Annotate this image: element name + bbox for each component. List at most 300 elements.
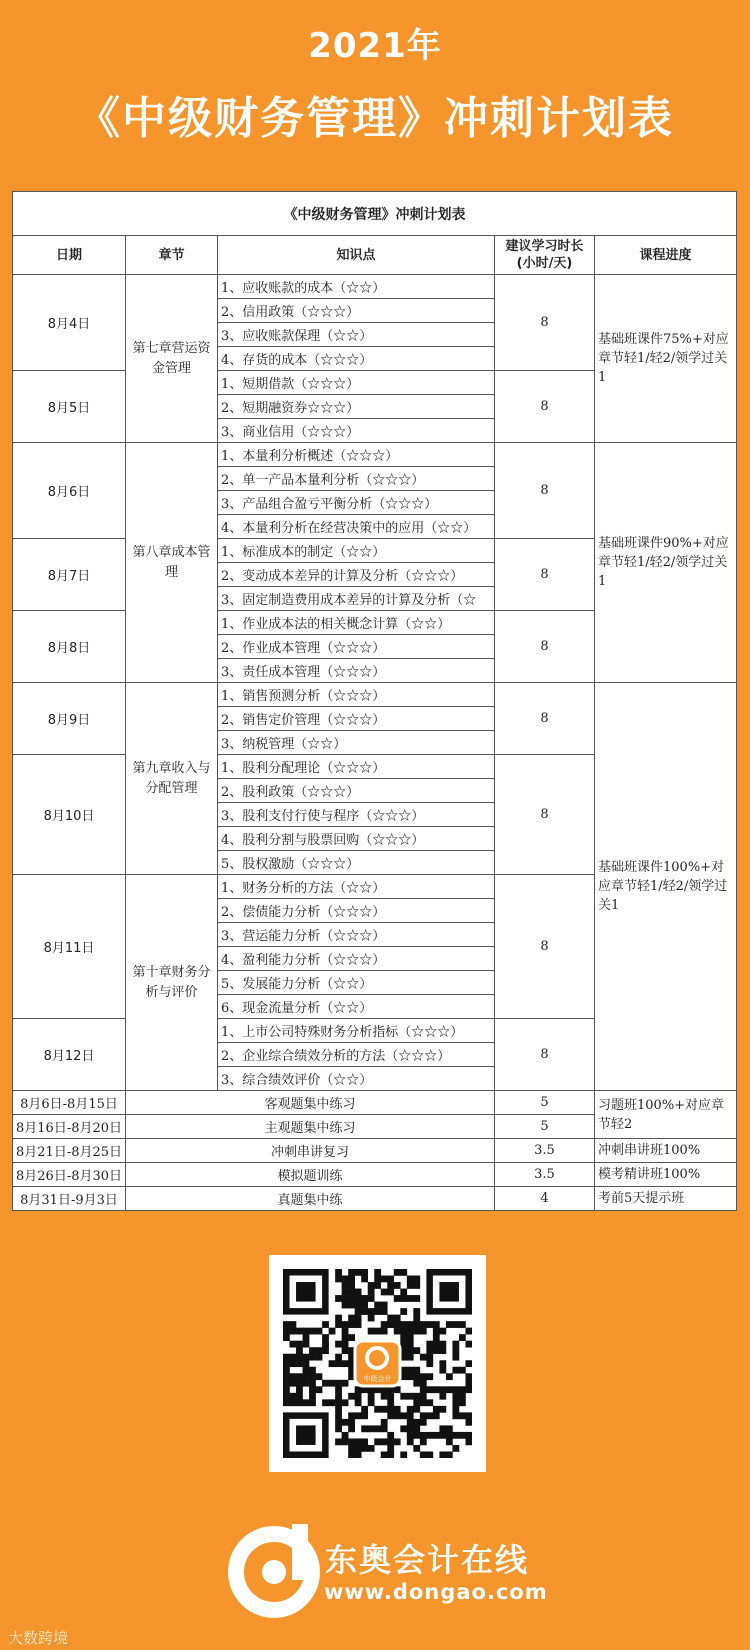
qr-module <box>446 1373 453 1380</box>
qr-module <box>348 1321 355 1328</box>
qr-module <box>361 1295 368 1302</box>
hours-cell: 8 <box>495 611 595 683</box>
qr-module <box>361 1308 368 1315</box>
qr-module <box>355 1393 362 1400</box>
qr-module <box>387 1451 394 1458</box>
qr-module <box>355 1302 362 1309</box>
dongao-logo-icon <box>226 1520 326 1620</box>
qr-module <box>413 1295 420 1302</box>
hours-cell: 8 <box>495 1019 595 1091</box>
qr-module <box>381 1276 388 1283</box>
qr-module <box>426 1354 433 1361</box>
qr-module <box>355 1315 362 1322</box>
hours-cell: 8 <box>495 443 595 539</box>
qr-module <box>413 1380 420 1387</box>
qr-module <box>283 1367 290 1374</box>
qr-module <box>348 1276 355 1283</box>
qr-module <box>309 1386 316 1393</box>
qr-module <box>426 1341 433 1348</box>
qr-module <box>309 1393 316 1400</box>
qr-module <box>433 1386 440 1393</box>
qr-module <box>374 1282 381 1289</box>
date-cell: 8月11日 <box>13 875 126 1019</box>
qr-module <box>433 1432 440 1439</box>
qr-module <box>433 1412 440 1419</box>
qr-module <box>426 1386 433 1393</box>
qr-module <box>348 1295 355 1302</box>
qr-module <box>452 1354 459 1361</box>
qr-module <box>452 1445 459 1452</box>
knowledge-point: 1、销售预测分析（☆☆☆） <box>218 683 495 707</box>
qr-module <box>335 1399 342 1406</box>
qr-module <box>433 1347 440 1354</box>
qr-module <box>387 1438 394 1445</box>
qr-module <box>420 1399 427 1406</box>
qr-module <box>342 1399 349 1406</box>
qr-module <box>335 1438 342 1445</box>
qr-module <box>407 1438 414 1445</box>
qr-module <box>303 1373 310 1380</box>
summary-row <box>13 1163 737 1187</box>
qr-module <box>303 1367 310 1374</box>
qr-module <box>374 1269 381 1276</box>
qr-module <box>407 1419 414 1426</box>
qr-module <box>335 1419 342 1426</box>
qr-module <box>290 1380 297 1387</box>
qr-module <box>446 1386 453 1393</box>
qr-module <box>459 1412 466 1419</box>
qr-module <box>400 1321 407 1328</box>
qr-module <box>355 1386 362 1393</box>
knowledge-point: 4、盈利能力分析（☆☆☆） <box>218 947 495 971</box>
table-caption: 《中级财务管理》冲刺计划表 <box>13 192 737 236</box>
qr-module <box>374 1406 381 1413</box>
qr-module <box>465 1432 472 1439</box>
qr-module <box>355 1289 362 1296</box>
knowledge-point: 3、营运能力分析（☆☆☆） <box>218 923 495 947</box>
summary-hours: 3.5 <box>495 1139 595 1163</box>
qr-module <box>394 1269 401 1276</box>
qr-module <box>413 1315 420 1322</box>
qr-module <box>309 1328 316 1335</box>
qr-module <box>296 1354 303 1361</box>
qr-module <box>303 1399 310 1406</box>
qr-module <box>452 1367 459 1374</box>
qr-module <box>296 1360 303 1367</box>
summary-progress: 考前5天提示班 <box>595 1187 737 1211</box>
qr-module <box>342 1289 349 1296</box>
qr-module <box>465 1438 472 1445</box>
qr-module <box>361 1438 368 1445</box>
qr-module <box>290 1373 297 1380</box>
hours-cell: 8 <box>495 755 595 875</box>
qr-module <box>387 1445 394 1452</box>
qr-module <box>335 1406 342 1413</box>
qr-module <box>335 1321 342 1328</box>
qr-module <box>439 1425 446 1432</box>
qr-module <box>381 1308 388 1315</box>
qr-module <box>355 1445 362 1452</box>
header-year: 2021年 <box>308 26 442 66</box>
qr-module <box>407 1328 414 1335</box>
qr-module <box>433 1334 440 1341</box>
qr-module <box>452 1347 459 1354</box>
qr-module <box>342 1360 349 1367</box>
knowledge-point: 2、股利政策（☆☆☆） <box>218 779 495 803</box>
qr-module <box>283 1393 290 1400</box>
qr-module <box>296 1380 303 1387</box>
summary-progress: 冲刺串讲班100% <box>595 1139 737 1163</box>
qr-module <box>322 1334 329 1341</box>
watermark: 大数跨境 <box>8 1629 69 1647</box>
qr-module <box>394 1412 401 1419</box>
summary-task: 真题集中练 <box>126 1187 495 1211</box>
qr-code[interactable] <box>269 1255 486 1472</box>
qr-module <box>459 1432 466 1439</box>
qr-module <box>335 1354 342 1361</box>
qr-module <box>316 1373 323 1380</box>
knowledge-point: 4、本量利分析在经营决策中的应用（☆☆） <box>218 515 495 539</box>
qr-module <box>420 1412 427 1419</box>
qr-module <box>452 1341 459 1348</box>
knowledge-point: 2、短期融资券☆☆☆） <box>218 395 495 419</box>
qr-module <box>368 1282 375 1289</box>
qr-finder-pattern <box>296 1282 316 1302</box>
knowledge-point: 2、偿债能力分析（☆☆☆） <box>218 899 495 923</box>
qr-module <box>348 1438 355 1445</box>
qr-module <box>368 1289 375 1296</box>
qr-module <box>381 1289 388 1296</box>
qr-module <box>394 1386 401 1393</box>
qr-module <box>329 1380 336 1387</box>
qr-module <box>465 1328 472 1335</box>
knowledge-point: 1、短期借款（☆☆☆） <box>218 371 495 395</box>
qr-module <box>309 1373 316 1380</box>
qr-module <box>400 1308 407 1315</box>
qr-module <box>335 1412 342 1419</box>
qr-module <box>413 1393 420 1400</box>
knowledge-point: 1、本量利分析概述（☆☆☆） <box>218 443 495 467</box>
qr-module <box>361 1445 368 1452</box>
qr-module <box>413 1373 420 1380</box>
qr-module <box>381 1406 388 1413</box>
qr-module <box>459 1399 466 1406</box>
qr-module <box>355 1295 362 1302</box>
qr-module <box>459 1386 466 1393</box>
qr-module <box>361 1406 368 1413</box>
knowledge-point: 3、应收账款保理（☆☆） <box>218 323 495 347</box>
qr-module <box>296 1386 303 1393</box>
qr-module <box>394 1438 401 1445</box>
qr-module <box>400 1269 407 1276</box>
hours-cell: 8 <box>495 875 595 1019</box>
qr-module <box>361 1302 368 1309</box>
qr-module <box>413 1399 420 1406</box>
qr-module <box>361 1276 368 1283</box>
knowledge-point: 2、企业综合绩效分析的方法（☆☆☆） <box>218 1043 495 1067</box>
qr-module <box>335 1315 342 1322</box>
qr-module <box>355 1269 362 1276</box>
summary-date: 8月21日-8月25日 <box>13 1139 126 1163</box>
qr-module <box>400 1425 407 1432</box>
hours-cell: 8 <box>495 275 595 371</box>
qr-module <box>465 1386 472 1393</box>
qr-module <box>407 1393 414 1400</box>
knowledge-point: 2、作业成本管理（☆☆☆） <box>218 635 495 659</box>
qr-module <box>342 1432 349 1439</box>
qr-module <box>368 1425 375 1432</box>
knowledge-point: 4、存货的成本（☆☆☆） <box>218 347 495 371</box>
qr-module <box>426 1321 433 1328</box>
qr-module <box>342 1380 349 1387</box>
qr-module <box>296 1341 303 1348</box>
qr-module <box>283 1386 290 1393</box>
qr-module <box>439 1341 446 1348</box>
qr-module <box>303 1334 310 1341</box>
qr-module <box>374 1302 381 1309</box>
qr-module <box>446 1321 453 1328</box>
qr-module <box>368 1399 375 1406</box>
qr-module <box>283 1399 290 1406</box>
qr-module <box>361 1269 368 1276</box>
qr-module <box>303 1360 310 1367</box>
qr-module <box>413 1328 420 1335</box>
qr-module <box>329 1360 336 1367</box>
qr-module <box>342 1347 349 1354</box>
summary-hours: 5 <box>495 1115 595 1139</box>
summary-progress: 模考精讲班100% <box>595 1163 737 1187</box>
chapter-cell: 第九章收入与分配管理 <box>126 683 218 875</box>
qr-module <box>374 1438 381 1445</box>
knowledge-point: 1、股利分配理论（☆☆☆） <box>218 755 495 779</box>
qr-module <box>426 1432 433 1439</box>
qr-module <box>439 1360 446 1367</box>
column-header-chapter: 章节 <box>126 236 218 275</box>
qr-module <box>413 1425 420 1432</box>
qr-module <box>368 1328 375 1335</box>
qr-module <box>303 1354 310 1361</box>
chapter-cell: 第八章成本管理 <box>126 443 218 683</box>
qr-module <box>303 1328 310 1335</box>
hours-cell: 8 <box>495 539 595 611</box>
summary-hours: 3.5 <box>495 1163 595 1187</box>
table-row <box>13 275 737 299</box>
qr-module <box>322 1380 329 1387</box>
qr-module <box>413 1367 420 1374</box>
qr-module <box>368 1445 375 1452</box>
knowledge-point: 3、责任成本管理（☆☆☆） <box>218 659 495 683</box>
knowledge-point: 2、销售定价管理（☆☆☆） <box>218 707 495 731</box>
date-cell: 8月6日 <box>13 443 126 539</box>
date-cell: 8月5日 <box>13 371 126 443</box>
knowledge-point: 3、股利支付行使与程序（☆☆☆） <box>218 803 495 827</box>
qr-module <box>348 1302 355 1309</box>
qr-module <box>342 1282 349 1289</box>
qr-module <box>322 1341 329 1348</box>
qr-module <box>439 1367 446 1374</box>
qr-module <box>446 1451 453 1458</box>
date-cell: 8月10日 <box>13 755 126 875</box>
qr-module <box>394 1315 401 1322</box>
brand-url[interactable]: www.dongao.com <box>324 1580 548 1604</box>
qr-finder-pattern <box>296 1425 316 1445</box>
qr-module <box>309 1367 316 1374</box>
qr-module <box>400 1451 407 1458</box>
qr-module <box>420 1380 427 1387</box>
qr-module <box>303 1380 310 1387</box>
qr-module <box>290 1328 297 1335</box>
qr-module <box>355 1438 362 1445</box>
qr-module <box>381 1393 388 1400</box>
qr-module <box>452 1321 459 1328</box>
qr-module <box>459 1321 466 1328</box>
knowledge-point: 3、纳税管理（☆☆） <box>218 731 495 755</box>
qr-module <box>387 1289 394 1296</box>
qr-module <box>420 1373 427 1380</box>
qr-module <box>465 1419 472 1426</box>
qr-module <box>335 1386 342 1393</box>
qr-module <box>394 1321 401 1328</box>
summary-date: 8月31日-9月3日 <box>13 1187 126 1211</box>
column-header-progress: 课程进度 <box>595 236 737 275</box>
qr-center-label: 中级会计 <box>363 1375 392 1383</box>
summary-row <box>13 1139 737 1163</box>
qr-module <box>452 1412 459 1419</box>
chapter-cell: 第七章营运资金管理 <box>126 275 218 443</box>
qr-module <box>283 1334 290 1341</box>
qr-module <box>420 1328 427 1335</box>
hours-cell: 8 <box>495 371 595 443</box>
knowledge-point: 5、发展能力分析（☆☆） <box>218 971 495 995</box>
qr-module <box>439 1328 446 1335</box>
qr-module <box>348 1334 355 1341</box>
qr-module <box>381 1438 388 1445</box>
qr-module <box>387 1321 394 1328</box>
brand-name: 东奥会计在线 <box>325 1541 530 1579</box>
qr-module <box>439 1386 446 1393</box>
qr-module <box>407 1354 414 1361</box>
summary-date: 8月26日-8月30日 <box>13 1163 126 1187</box>
qr-module <box>426 1399 433 1406</box>
qr-module <box>381 1451 388 1458</box>
qr-module <box>400 1328 407 1335</box>
qr-module <box>368 1393 375 1400</box>
qr-module <box>413 1445 420 1452</box>
qr-module <box>452 1393 459 1400</box>
knowledge-point: 4、股利分割与股票回购（☆☆☆） <box>218 827 495 851</box>
qr-module <box>374 1308 381 1315</box>
qr-module <box>426 1347 433 1354</box>
knowledge-point: 5、股权激励（☆☆☆） <box>218 851 495 875</box>
qr-module <box>439 1451 446 1458</box>
qr-module <box>387 1276 394 1283</box>
qr-module <box>296 1393 303 1400</box>
qr-module <box>290 1321 297 1328</box>
qr-module <box>452 1406 459 1413</box>
date-cell: 8月8日 <box>13 611 126 683</box>
qr-module <box>329 1399 336 1406</box>
qr-module <box>303 1341 310 1348</box>
page-title: 《中级财务管理》冲刺计划表 <box>76 93 674 144</box>
qr-module <box>446 1438 453 1445</box>
qr-module <box>342 1419 349 1426</box>
qr-module <box>342 1334 349 1341</box>
qr-module <box>283 1360 290 1367</box>
progress-cell: 基础班课件75%+对应章节轻1/轻2/领学过关1 <box>595 275 737 443</box>
knowledge-point: 3、产品组合盈亏平衡分析（☆☆☆） <box>218 491 495 515</box>
qr-module <box>309 1380 316 1387</box>
qr-module <box>348 1451 355 1458</box>
qr-module <box>283 1321 290 1328</box>
knowledge-point: 1、作业成本法的相关概念计算（☆☆） <box>218 611 495 635</box>
qr-module <box>465 1380 472 1387</box>
qr-module <box>290 1399 297 1406</box>
qr-module <box>348 1419 355 1426</box>
qr-module <box>348 1412 355 1419</box>
qr-module <box>309 1399 316 1406</box>
qr-module <box>283 1354 290 1361</box>
qr-module <box>413 1282 420 1289</box>
qr-module <box>342 1438 349 1445</box>
summary-task: 客观题集中练习 <box>126 1091 495 1115</box>
qr-module <box>426 1451 433 1458</box>
summary-task: 冲刺串讲复习 <box>126 1139 495 1163</box>
qr-module <box>426 1412 433 1419</box>
summary-date: 8月16日-8月20日 <box>13 1115 126 1139</box>
qr-module <box>413 1347 420 1354</box>
qr-module <box>348 1289 355 1296</box>
qr-module <box>348 1393 355 1400</box>
qr-module <box>368 1308 375 1315</box>
qr-module <box>342 1302 349 1309</box>
qr-module <box>400 1393 407 1400</box>
summary-row <box>13 1187 737 1211</box>
qr-module <box>407 1347 414 1354</box>
qr-module <box>439 1347 446 1354</box>
qr-module <box>335 1393 342 1400</box>
qr-module <box>433 1341 440 1348</box>
qr-module <box>420 1354 427 1361</box>
qr-module <box>342 1341 349 1348</box>
qr-module <box>296 1373 303 1380</box>
qr-module <box>420 1321 427 1328</box>
summary-date: 8月6日-8月15日 <box>13 1091 126 1115</box>
qr-module <box>387 1315 394 1322</box>
qr-module <box>420 1451 427 1458</box>
qr-module <box>335 1341 342 1348</box>
summary-task: 主观题集中练习 <box>126 1115 495 1139</box>
qr-module <box>400 1295 407 1302</box>
qr-module <box>446 1432 453 1439</box>
qr-module <box>426 1373 433 1380</box>
qr-module <box>459 1334 466 1341</box>
qr-module <box>413 1321 420 1328</box>
qr-module <box>413 1308 420 1315</box>
qr-module <box>283 1373 290 1380</box>
date-cell: 8月7日 <box>13 539 126 611</box>
summary-row <box>13 1091 737 1115</box>
qr-module <box>394 1328 401 1335</box>
qr-module <box>407 1373 414 1380</box>
qr-module <box>348 1269 355 1276</box>
knowledge-point: 2、信用政策（☆☆☆） <box>218 299 495 323</box>
qr-module <box>439 1406 446 1413</box>
qr-module <box>452 1386 459 1393</box>
qr-module <box>387 1282 394 1289</box>
qr-module <box>322 1321 329 1328</box>
qr-module <box>374 1276 381 1283</box>
qr-module <box>309 1354 316 1361</box>
